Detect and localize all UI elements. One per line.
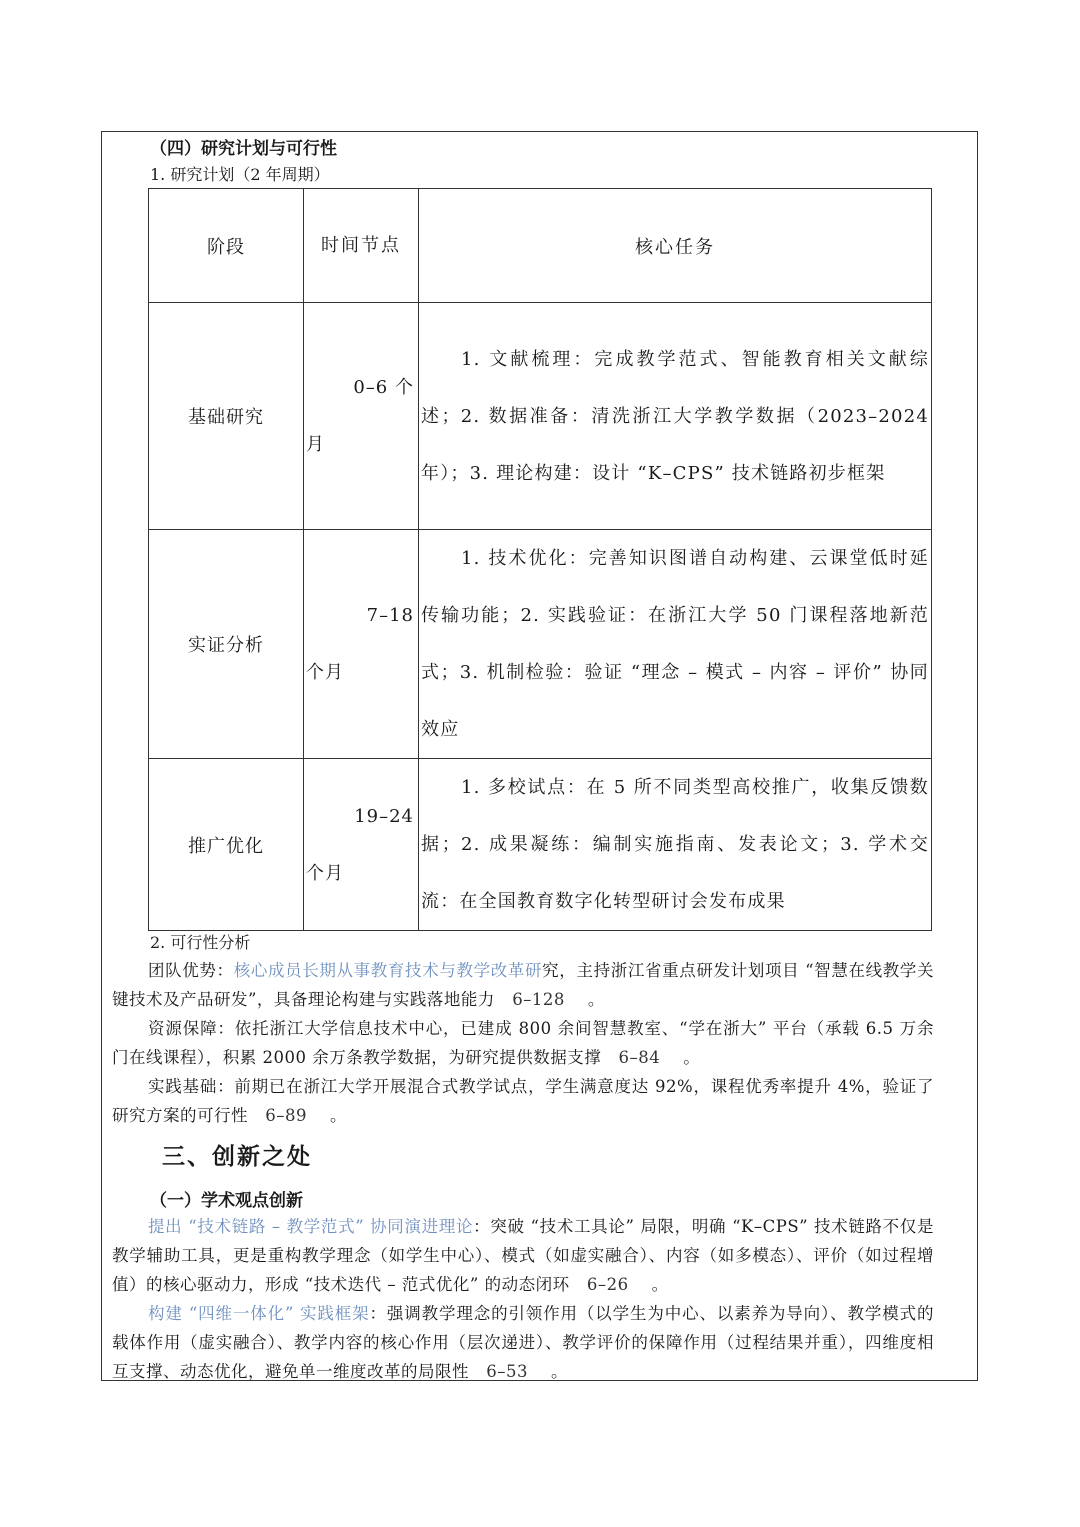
citation: 6–89 (265, 1106, 307, 1125)
time-line-2: 个月 (306, 862, 344, 884)
time-cell (304, 530, 419, 759)
innovation-paragraph-framework (112, 1299, 934, 1386)
citation: 6–53 (486, 1362, 528, 1381)
time-line-1: 0–6 个 (353, 377, 414, 398)
table-row (149, 759, 932, 931)
time-line-1: 7–18 (366, 605, 414, 626)
stage-cell: 推广优化 (149, 759, 304, 931)
table-header-row (149, 189, 932, 303)
table-row (149, 530, 932, 759)
header-task: 核心任务 (419, 189, 932, 303)
task-cell (419, 530, 932, 759)
para-text: ：突破 “技术工具论” 局限，明确 “K–CPS” 技术链路不仅是教学辅助工具，更是重构教学理念（如学生中心）、模式（如虚实融合）、内容（如多模态）、评价（如过程增值）的核心驱动力，形成 “技术迭代 – 范式优化” 的动态闭环 (112, 1217, 935, 1294)
para-text: 实践基础：前期已在浙江大学开展混合式教学试点，学生满意度达 92%，课程优秀率提升 4%，验证了研究方案的可行性 (112, 1077, 934, 1125)
citation: 6–84 (618, 1048, 661, 1067)
section-heading-innovation: 三、创新之处 (162, 1143, 312, 1170)
para-text: 资源保障：依托浙江大学信息技术中心，已建成 800 余间智慧教室、“学在浙大” 平台（承载 6.5 万余门在线课程），积累 2000 余万条教学数据，为研究提供数据支撑 (112, 1019, 934, 1067)
para-highlight: 构建 “四维一体化” 实践框架 (148, 1304, 370, 1323)
para-label: 团队优势： (148, 961, 234, 980)
para-end: 。 (550, 1362, 568, 1381)
time-cell (304, 759, 419, 931)
task-cell (419, 303, 932, 530)
task-cell (419, 759, 932, 931)
header-stage: 阶段 (149, 189, 304, 303)
feasibility-paragraph-team (112, 956, 934, 1014)
para-highlight: 核心成员长期从事教育技术与教学改革研 (233, 961, 543, 980)
time-line-2: 个月 (306, 662, 344, 683)
para-highlight: 提出 “技术链路 – 教学范式” 协同演进理论 (148, 1217, 474, 1236)
task-text: 1. 多校试点：在 5 所不同类型高校推广，收集反馈数据；2. 成果凝练：编制实施指南、发表论文；3. 学术交流：在全国教育数字化转型研讨会发布成果 (421, 777, 929, 912)
para-text: ：强调教学理念的引领作用（以学生为中心、以素养为导向）、教学模式的载体作用（虚实融合）、教学内容的核心作用（层次递进）、教学评价的保障作用（过程结果并重），四维度相互支撑、动态优化，避免单一维度改革的局限性 (112, 1304, 934, 1381)
citation: 6–128 (512, 990, 565, 1009)
para-text: 究，主持浙江省重点研发计划项目 “智慧在线教学关键技术及产品研发”，具备理论构建与实践落地能力 (112, 961, 935, 1009)
citation: 6–26 (586, 1275, 629, 1294)
table-row (149, 303, 932, 530)
time-cell (304, 303, 419, 530)
feasibility-paragraph-practice (112, 1072, 934, 1130)
section-heading-research-plan: （四）研究计划与可行性 (150, 139, 337, 159)
task-text: 1. 技术优化：完善知识图谱自动构建、云课堂低时延传输功能；2. 实践验证：在浙江大学 50 门课程落地新范式；3. 机制检验：验证 “理念 – 模式 – 内容 – 评价” 协同效应 (421, 548, 929, 740)
feasibility-subheading: 2. 可行性分析 (150, 933, 251, 952)
feasibility-paragraph-resources (112, 1014, 934, 1072)
stage-cell: 实证分析 (149, 530, 304, 759)
para-end: 。 (651, 1275, 669, 1294)
innovation-paragraph-theory (112, 1212, 934, 1299)
header-time: 时间节点 (304, 189, 419, 303)
innovation-subheading: （一）学术观点创新 (150, 1191, 303, 1211)
plan-subheading: 1. 研究计划（2 年周期） (150, 165, 330, 184)
para-end: 。 (587, 990, 605, 1009)
task-text: 1. 文献梳理：完成教学范式、智能教育相关文献综述；2. 数据准备：清洗浙江大学教学数据（2023–2024年）；3. 理论构建：设计 “K–CPS” 技术链路初步框架 (421, 348, 929, 484)
para-end: 。 (683, 1048, 701, 1067)
stage-cell: 基础研究 (149, 303, 304, 530)
research-plan-table (148, 188, 932, 931)
time-line-2: 月 (306, 434, 325, 455)
para-end: 。 (329, 1106, 347, 1125)
time-line-1: 19–24 (354, 805, 414, 827)
